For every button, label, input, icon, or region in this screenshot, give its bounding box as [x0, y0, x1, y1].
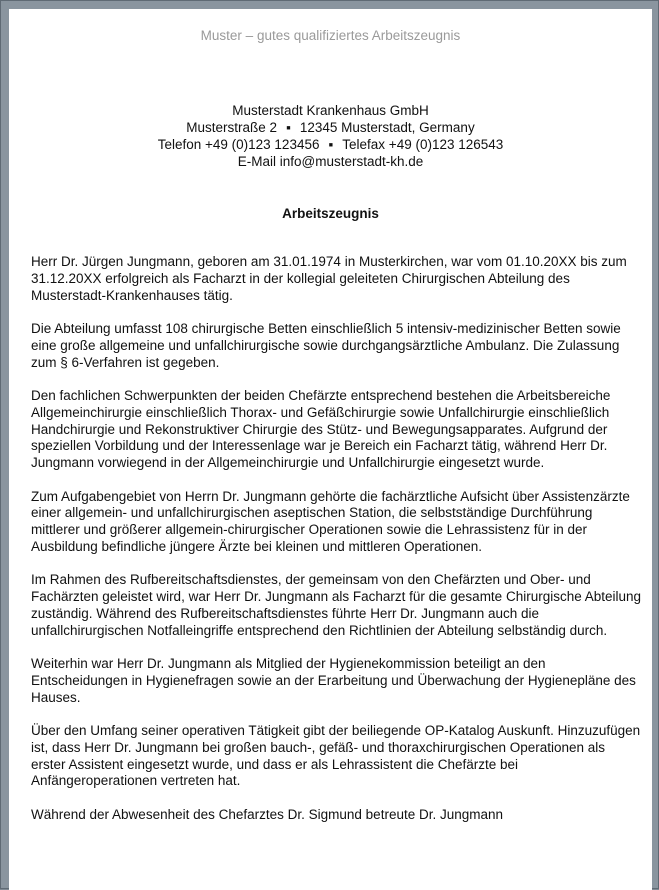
separator-bullet: ▪ [286, 120, 291, 135]
document-title: Arbeitszeugnis [282, 206, 379, 221]
email: E-Mail info@musterstadt-kh.de [237, 154, 424, 169]
paragraph: Den fachlichen Schwerpunkten der beiden Chefärzte entsprechend bestehen die Arbeitsbereiche Allgemeinchirurgie einschließlich Thorax- und Gefäßchirurgie sowie Unfallchirurgie einschließlich Handchirurgie und Rekonstruktiver Chirurgie des Stütz- und Bewegungsapparates. Aufgrund der speziellen Vorbildung und der Interessenlage war je Bereich ein Facharzt tätig, während Herr Dr. Jungmann vorwiegend in der Allgemeinchirurgie und Unfallchirurgie eingesetzt wurde. [31, 387, 611, 471]
document-header: Muster – gutes qualifiziertes Arbeitszeugnis [200, 28, 461, 43]
paragraph: Herr Dr. Jürgen Jungmann, geboren am 31.01.1974 in Musterkirchen, war vom 01.10.20XX bis zum 31.12.20XX erfolgreich als Facharzt in der kollegial geleiteten Chirurgischen Abteilung des Musterstadt-Krankenhauses tätig. [31, 254, 627, 303]
document-body [31, 254, 643, 840]
street: Musterstraße 2 [186, 120, 278, 135]
company-name: Musterstadt Krankenhaus GmbH [232, 103, 429, 118]
phone: Telefon +49 (0)123 123456 [157, 137, 320, 152]
paragraph: Zum Aufgabengebiet von Herrn Dr. Jungmann gehörte die fachärztliche Aufsicht über Assistenzärzte einer allgemein- und unfallchirurgischen aseptischen Station, die selbstständige Durchführung mittlerer und größerer allgemein-chirurgischer Operationen sowie die Lehrassistenz für in der Ausbildung befindliche jüngere Ärzte bei kleinen und mittleren Operationen. [31, 488, 630, 554]
fax: Telefax +49 (0)123 126543 [342, 137, 504, 152]
paragraph: Über den Umfang seiner operativen Tätigkeit gibt der beiliegende OP-Katalog Auskunft. Hinzuzufügen ist, dass Herr Dr. Jungmann bei großen bauch-, gefäß- und thoraxchirurgischen Operationen als erster Assistent eingesetzt wurde, und dass er als Lehrassistent die Chefärzte bei Anfängeroperationen vertreten hat. [31, 723, 641, 789]
paragraph: Während der Abwesenheit des Chefarztes Dr. Sigmund betreute Dr. Jungmann [31, 806, 504, 822]
letterhead [9, 102, 652, 170]
contact-line [9, 136, 652, 153]
paragraph: Die Abteilung umfasst 108 chirurgische Betten einschließlich 5 intensiv-medizinischer Betten sowie eine große allgemeine und unfallchirurgische sowie durchgangsärztliche Ambulanz. Die Zulassung zum § 6-Verfahren ist gegeben. [31, 320, 621, 370]
address-line [9, 119, 652, 136]
document-page [9, 9, 652, 890]
separator-bullet: ▪ [328, 137, 334, 152]
paragraph: Weiterhin war Herr Dr. Jungmann als Mitglied der Hygienekommission beteiligt an den Entscheidungen in Hygienefragen sowie an der Erarbeitung und Überwachung der Hygienepläne des Hauses. [31, 656, 636, 705]
paragraph: Im Rahmen des Rufbereitschaftsdienstes, der gemeinsam von den Chefärzten und Ober- und Fachärzten geleistet wird, war Herr Dr. Jungmann als Facharzt für die gesamte Chirurgische Abteilung zuständig. Während des Rufbereitschaftsdienstes führte Herr Dr. Jungmann auch die unfallchirurgischen Notfalleingriffe entsprechend den Richtlinien der Abteilung selbständig durch. [31, 572, 642, 638]
city: 12345 Musterstadt, Germany [299, 120, 475, 135]
